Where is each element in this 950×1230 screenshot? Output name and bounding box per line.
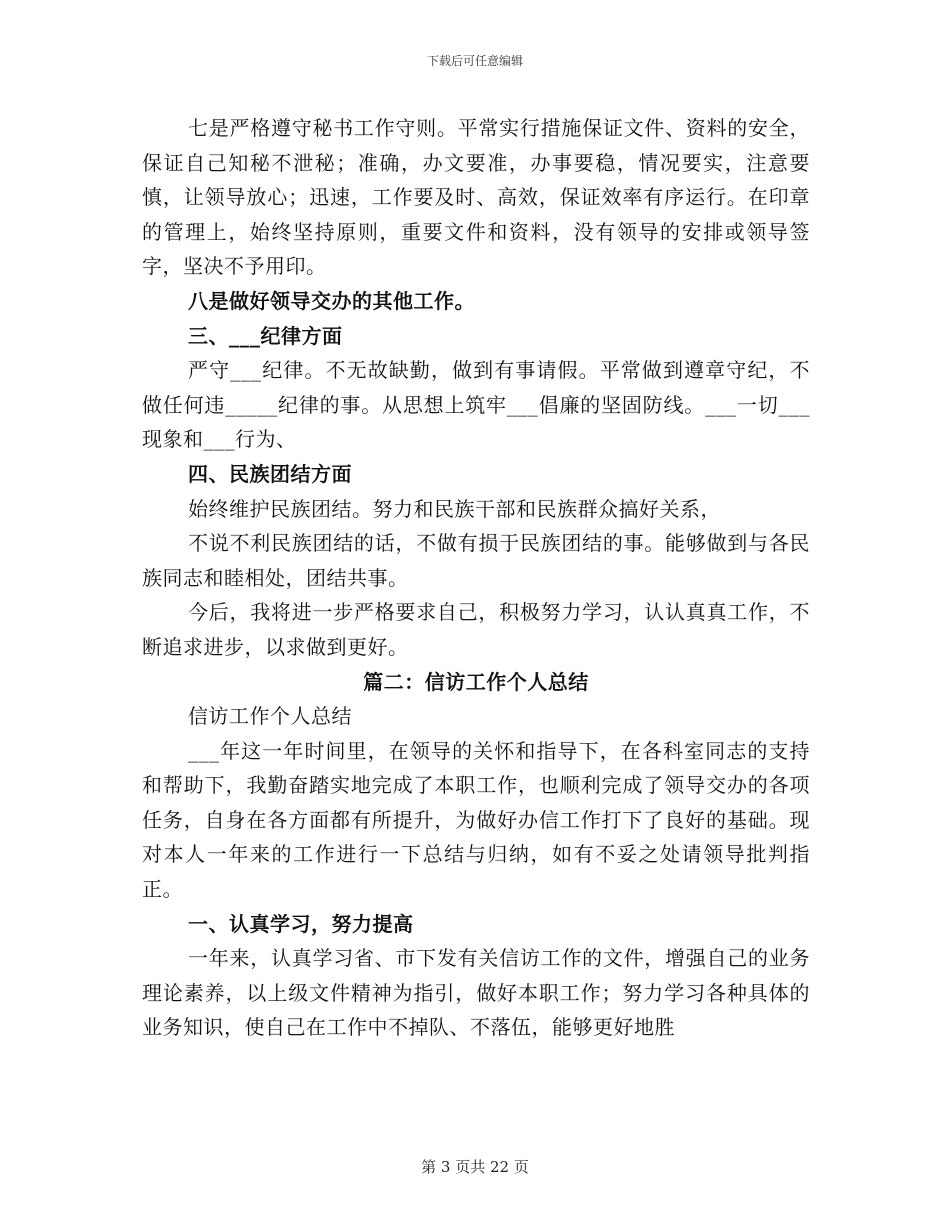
- paragraph-ethnic-unity-2: 不说不利民族团结的话，不做有损于民族团结的事。能够做到与各民族同志和睦相处，团结共事。: [142, 531, 810, 590]
- page-number-footer: 第 3 页共 22 页: [421, 1158, 529, 1176]
- paragraph-year-summary: ___年这一年时间里，在领导的关怀和指导下，在各科室同志的支持和帮助下，我勤奋踏实地完成了本职工作，也顺利完成了领导交办的各项任务，自身在各方面都有所提升，为做好办信工作打下了良好的基础。现对本人一年来的工作进行一下总结与归纳，如有不妥之处请领导批判指正。: [142, 738, 810, 902]
- subtitle-petition-summary: 信访工作个人总结: [188, 704, 352, 729]
- heading-ethnic-unity: 四、民族团结方面: [188, 461, 352, 486]
- paragraph-other-tasks: 八是做好领导交办的其他工作。: [188, 288, 475, 313]
- paragraph-ethnic-unity-1: 始终维护民族团结。努力和民族干部和民族群众搞好关系，: [188, 496, 721, 521]
- paragraph-discipline: 严守___纪律。不无故缺勤，做到有事请假。平常做到遵章守纪，不做任何违_____纪律的事。从思想上筑牢___倡廉的坚固防线。___一切___现象和___行为、: [142, 358, 810, 452]
- section-title-part-two: 篇二：信访工作个人总结: [363, 669, 589, 694]
- heading-study: 一、认真学习，努力提高: [188, 911, 414, 936]
- heading-discipline: 三、___纪律方面: [188, 323, 343, 348]
- document-body: [142, 111, 810, 1045]
- paragraph-study: 一年来，认真学习省、市下发有关信访工作的文件，增强自己的业务理论素养，以上级文件精神为指引，做好本职工作；努力学习各种具体的业务知识，使自己在工作中不掉队、不落伍，能够更好地胜: [142, 946, 810, 1040]
- page-header-note: 下载后可任意编辑: [426, 54, 523, 68]
- paragraph-secretary-rules: 七是严格遵守秘书工作守则。平常实行措施保证文件、资料的安全，保证自己知秘不泄秘；准确，办文要准，办事要稳，情况要实，注意要慎，让领导放心；迅速，工作要及时、高效，保证效率有序运行。在印章的管理上，始终坚持原则，重要文件和资料，没有领导的安排或领导签字，坚决不予用印。: [142, 116, 810, 279]
- paragraph-future: 今后，我将进一步严格要求自己，积极努力学习，认认真真工作，不断追求进步，以求做到更好。: [142, 600, 810, 659]
